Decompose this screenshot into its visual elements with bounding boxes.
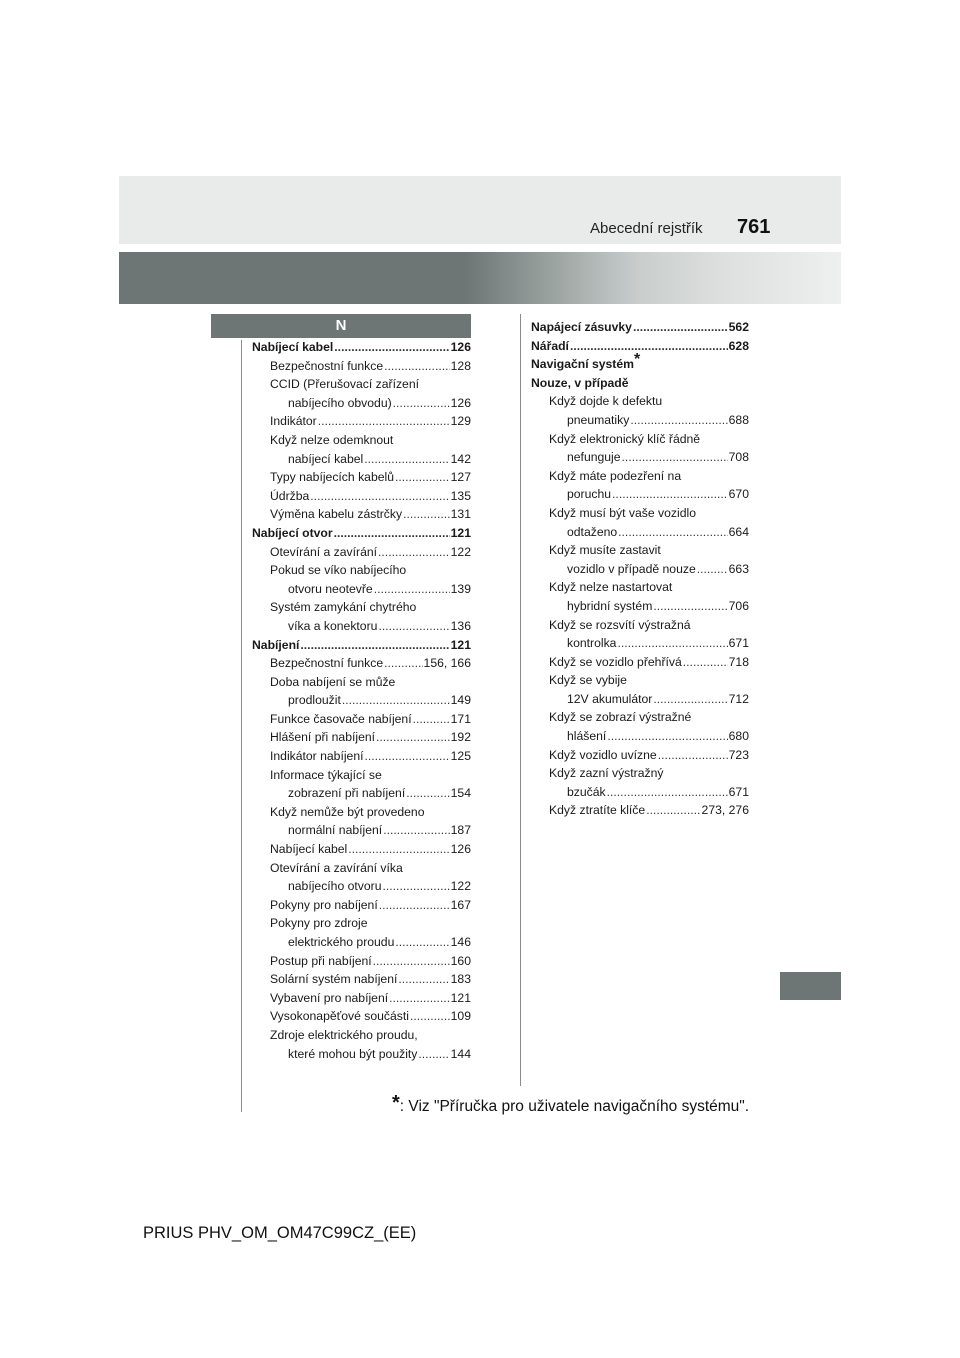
index-entry	[531, 523, 749, 542]
index-entry	[531, 411, 749, 430]
index-entry	[531, 318, 749, 337]
index-entry-page: 121	[450, 637, 471, 652]
index-entry-term: Postup při nabíjení	[270, 953, 372, 968]
index-entry-term: Hlášení při nabíjení	[270, 730, 376, 745]
index-entry-term: Když dojde k defektu	[549, 394, 663, 409]
index-entry-page: 671	[728, 784, 749, 799]
index-entry	[252, 784, 471, 803]
dot-leader	[406, 784, 449, 803]
dot-leader	[570, 337, 728, 356]
dot-leader	[374, 580, 450, 599]
index-entry-page: 131	[450, 507, 471, 522]
column-divider-middle	[520, 314, 521, 1086]
footnote-marker: *	[633, 351, 641, 369]
index-entry	[252, 821, 471, 840]
index-entry-page: 562	[728, 320, 749, 334]
index-entry-page: 122	[450, 544, 471, 559]
index-entry-term: Nabíjení	[252, 637, 300, 652]
index-entry-term: Když vozidlo uvízne	[549, 747, 657, 762]
index-entry	[531, 430, 749, 449]
index-entry	[531, 764, 749, 783]
index-entry-term: Když nelze odemknout	[270, 432, 394, 447]
index-entry	[531, 671, 749, 690]
dot-leader	[383, 821, 449, 840]
index-entry	[252, 840, 471, 859]
index-entry-page: 128	[450, 358, 471, 373]
column-divider-left	[241, 340, 242, 1112]
page-number: 761	[737, 216, 771, 238]
dot-leader	[348, 840, 449, 859]
index-entry-page: 109	[450, 1009, 471, 1024]
index-entry-page: 171	[450, 711, 471, 726]
index-entry-term: pneumatiky	[567, 412, 630, 427]
index-entry	[252, 524, 471, 543]
index-entry-page: 136	[450, 618, 471, 633]
index-entry-term: Bezpečnostní funkce	[270, 358, 384, 373]
dot-leader	[658, 746, 728, 765]
dot-leader	[389, 989, 450, 1008]
dot-leader	[310, 487, 449, 506]
index-entry-term: odtaženo	[567, 524, 618, 539]
index-entry-term: Nabíjecí kabel	[270, 842, 348, 857]
index-entry-page: 160	[450, 953, 471, 968]
index-entry	[531, 653, 749, 672]
index-entry-term: Informace týkající se	[270, 767, 382, 782]
index-entry-term: Když nelze nastartovat	[549, 580, 673, 595]
dot-leader	[618, 523, 728, 542]
dot-leader	[384, 357, 450, 376]
index-entry	[531, 634, 749, 653]
index-entry	[531, 578, 749, 597]
index-entry-term: Když se rozsvítí výstražná	[549, 617, 691, 632]
index-entry-term: zobrazení při nabíjení	[288, 786, 406, 801]
index-entry-term: Pokyny pro zdroje	[270, 916, 368, 931]
index-entry	[531, 351, 749, 374]
index-entry-term: nabíjecího otvoru	[288, 879, 382, 894]
index-entry	[531, 746, 749, 765]
dot-leader	[418, 1045, 449, 1064]
header-band	[119, 176, 841, 244]
index-entry-term: Systém zamykání chytrého	[270, 600, 417, 615]
index-entry-term: Údržba	[270, 488, 310, 503]
index-entry-term: Nouze, v případě	[531, 375, 629, 390]
index-entry-term: Když se vozidlo přehřívá	[549, 654, 682, 669]
dot-leader	[398, 970, 449, 989]
index-entry	[531, 467, 749, 486]
index-entry-page: 723	[728, 747, 749, 762]
document-code: PRIUS PHV_OM_OM47C99CZ_(EE)	[143, 1224, 417, 1242]
index-entry-term: Když máte podezření na	[549, 468, 682, 483]
index-entry-term: normální nabíjení	[288, 823, 383, 838]
index-entry-term: Bezpečnostní funkce	[270, 656, 384, 671]
header-title: Abecední rejstřík	[590, 220, 703, 237]
index-entry-page: 712	[728, 691, 749, 706]
dot-leader	[630, 411, 727, 430]
index-entry-term: nabíjecího obvodu)	[288, 395, 392, 410]
index-entry-page: 167	[450, 897, 471, 912]
index-entry	[252, 394, 471, 413]
section-side-tab	[780, 972, 841, 1000]
index-entry	[252, 487, 471, 506]
index-entry-page: 156, 166	[423, 656, 471, 671]
index-entry-page: 663	[728, 561, 749, 576]
dot-leader	[622, 448, 728, 467]
index-entry	[252, 747, 471, 766]
index-entry-term: Zdroje elektrického proudu,	[270, 1027, 418, 1042]
index-entry	[252, 710, 471, 729]
index-entry-page: 142	[450, 451, 471, 466]
index-entry-page: 122	[450, 879, 471, 894]
index-entry	[252, 1026, 471, 1045]
index-entry-page: 127	[450, 470, 471, 485]
dot-leader	[646, 801, 700, 820]
index-entry	[252, 431, 471, 450]
dot-leader	[383, 877, 450, 896]
index-entry-page: 670	[728, 487, 749, 502]
gradient-band	[119, 252, 841, 304]
index-entry-term: Když nemůže být provedeno	[270, 804, 425, 819]
index-column-left	[252, 338, 471, 1063]
index-entry-term: Nářadí	[531, 338, 569, 353]
index-entry-term: Nabíjecí otvor	[252, 525, 333, 540]
index-entry	[252, 673, 471, 692]
index-entry-term: kontrolka	[567, 636, 617, 651]
dot-leader	[683, 653, 728, 672]
index-entry	[252, 1045, 471, 1064]
index-entry	[252, 952, 471, 971]
index-entry-term: poruchu	[567, 487, 612, 502]
index-entry	[252, 543, 471, 562]
index-entry-page: 187	[450, 823, 471, 838]
index-entry-term: Typy nabíjecích kabelů	[270, 470, 394, 485]
index-entry-page: 146	[450, 935, 471, 949]
index-entry	[252, 580, 471, 599]
index-entry	[252, 877, 471, 896]
index-entry-term: Když musíte zastavit	[549, 543, 661, 558]
index-entry-term: Když elektronický klíč řádně	[549, 431, 701, 446]
index-entry	[531, 708, 749, 727]
index-entry	[252, 766, 471, 785]
index-entry-term: Navigační systém	[531, 357, 634, 372]
dot-leader	[300, 636, 449, 655]
index-entry-page: 154	[450, 786, 471, 801]
index-entry	[531, 541, 749, 560]
index-entry	[531, 374, 749, 393]
index-entry-term: Nabíjecí kabel	[252, 340, 334, 354]
dot-leader	[410, 1007, 450, 1026]
index-entry	[252, 654, 471, 673]
dot-leader	[633, 318, 728, 337]
index-entry	[252, 561, 471, 580]
dot-leader	[364, 450, 449, 469]
index-entry	[531, 485, 749, 504]
dot-leader	[334, 524, 450, 543]
index-entry-term: Když se zobrazí výstražné	[549, 710, 692, 725]
index-entry	[252, 914, 471, 933]
index-entry-term: bzučák	[567, 784, 606, 799]
index-entry-term: které mohou být použity	[288, 1046, 418, 1061]
index-entry-term: Indikátor	[270, 414, 317, 429]
index-entry	[252, 505, 471, 524]
index-entry-term: hlášení	[567, 729, 607, 744]
index-entry-term: Indikátor nabíjení	[270, 749, 364, 764]
index-entry	[252, 468, 471, 487]
index-entry	[531, 560, 749, 579]
index-entry-term: Pokyny pro nabíjení	[270, 897, 378, 912]
dot-leader	[378, 617, 449, 636]
dot-leader	[384, 654, 422, 673]
dot-leader	[612, 485, 728, 504]
index-entry	[252, 636, 471, 655]
index-entry-term: Solární systém nabíjení	[270, 972, 398, 987]
index-entry-page: 126	[450, 395, 471, 410]
index-entry-page: 671	[728, 636, 749, 651]
index-entry-term: CCID (Přerušovací zařízení	[270, 377, 419, 392]
index-entry	[252, 728, 471, 747]
index-entry-term: Otevírání a zavírání	[270, 544, 378, 559]
dot-leader	[393, 394, 450, 413]
index-entry	[531, 727, 749, 746]
dot-leader	[395, 468, 450, 487]
index-entry-page: 688	[728, 412, 749, 427]
index-column-right	[531, 318, 749, 820]
index-entry-page: 144	[450, 1046, 471, 1061]
index-entry-page: 680	[728, 729, 749, 744]
index-entry	[252, 1007, 471, 1026]
dot-leader	[403, 505, 450, 524]
index-entry	[252, 933, 471, 952]
index-entry-page: 121	[450, 525, 471, 540]
dot-leader	[617, 634, 727, 653]
index-entry	[531, 448, 749, 467]
dot-leader	[373, 952, 450, 971]
index-entry-page: 273, 276	[701, 803, 749, 818]
index-entry-page: 135	[450, 488, 471, 503]
index-entry-term: nefunguje	[567, 450, 621, 465]
index-entry	[252, 859, 471, 878]
dot-leader	[376, 728, 450, 747]
index-entry	[252, 412, 471, 431]
index-entry	[252, 617, 471, 636]
index-entry	[252, 357, 471, 376]
index-entry-term: Když ztratíte klíče	[549, 803, 646, 818]
index-entry-term: Doba nabíjení se může	[270, 674, 396, 689]
dot-leader	[413, 710, 450, 729]
index-entry-term: víka a konektoru	[288, 618, 378, 633]
index-entry-term: Vysokonapěťové součásti	[270, 1009, 409, 1024]
section-letter-header: N	[211, 314, 471, 338]
footnote	[392, 1092, 749, 1116]
dot-leader	[395, 933, 449, 952]
index-entry	[531, 392, 749, 411]
index-entry-term: 12V akumulátor	[567, 691, 653, 706]
index-entry	[531, 690, 749, 709]
index-entry-term: Vybavení pro nabíjení	[270, 990, 389, 1005]
index-entry	[252, 970, 471, 989]
index-entry-page: 718	[728, 654, 749, 669]
index-entry-term: Když zazní výstražný	[549, 766, 664, 781]
index-entry	[252, 598, 471, 617]
index-entry	[252, 989, 471, 1008]
index-entry	[531, 616, 749, 635]
index-entry-page: 125	[450, 749, 471, 764]
dot-leader	[342, 691, 450, 710]
dot-leader	[607, 783, 728, 802]
dot-leader	[653, 597, 727, 616]
index-entry	[252, 375, 471, 394]
index-entry	[531, 597, 749, 616]
index-entry-page: 183	[450, 972, 471, 987]
footnote-star: *	[392, 1092, 400, 1114]
index-entry-term: vozidlo v případě nouze	[567, 561, 696, 576]
index-entry	[252, 450, 471, 469]
dot-leader	[378, 543, 450, 562]
dot-leader	[607, 727, 727, 746]
index-entry-page: 708	[728, 450, 749, 465]
index-entry	[252, 338, 471, 357]
index-entry-term: Když se vybije	[549, 673, 627, 688]
index-entry-term: otvoru neotevře	[288, 581, 373, 596]
index-entry-page: 664	[728, 524, 749, 539]
footnote-text: : Viz "Příručka pro uživatele navigačního systému".	[399, 1098, 750, 1115]
index-entry-page: 126	[450, 340, 471, 354]
index-entry-term: Otevírání a zavírání víka	[270, 860, 403, 875]
index-entry-page: 192	[450, 730, 471, 745]
index-entry-term: Pokud se víko nabíjecího	[270, 563, 407, 578]
index-entry	[252, 896, 471, 915]
index-entry-term: Napájecí zásuvky	[531, 320, 632, 334]
dot-leader	[653, 690, 727, 709]
dot-leader	[697, 560, 728, 579]
index-entry	[531, 504, 749, 523]
index-entry-term: elektrického proudu	[288, 935, 395, 949]
index-entry-term: nabíjecí kabel	[288, 451, 364, 466]
index-entry	[252, 803, 471, 822]
dot-leader	[365, 747, 450, 766]
index-entry-page: 149	[450, 693, 471, 708]
index-entry-page: 126	[450, 842, 471, 857]
index-entry-term: Výměna kabelu zástrčky	[270, 507, 403, 522]
dot-leader	[334, 338, 449, 357]
index-entry-page: 121	[450, 990, 471, 1005]
index-entry-term: Funkce časovače nabíjení	[270, 711, 412, 726]
dot-leader	[318, 412, 450, 431]
index-entry-term: prodloužit	[288, 693, 341, 708]
index-entry	[531, 783, 749, 802]
index-entry	[531, 801, 749, 820]
index-entry-term: Když musí být vaše vozidlo	[549, 505, 696, 520]
index-entry-term: hybridní systém	[567, 598, 653, 613]
dot-leader	[379, 896, 450, 915]
index-entry	[252, 691, 471, 710]
index-entry-page: 628	[728, 338, 749, 353]
index-entry-page: 129	[450, 414, 471, 429]
index-entry-page: 139	[450, 581, 471, 596]
index-entry-page: 706	[728, 598, 749, 613]
